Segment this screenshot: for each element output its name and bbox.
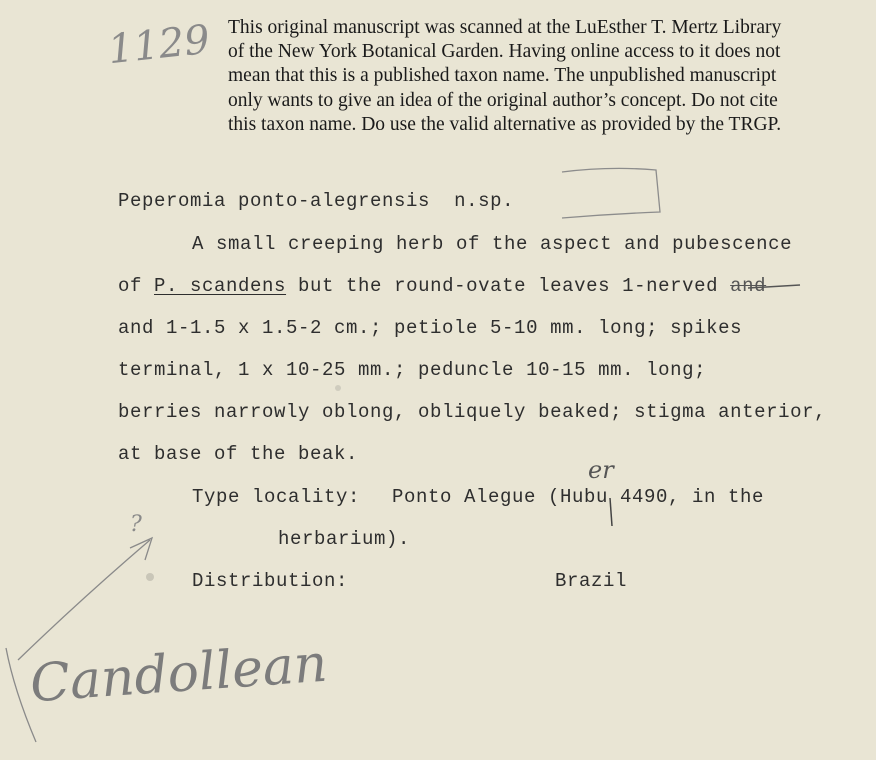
notice-line-3: mean that this is a published taxon name. The unpublished manuscript xyxy=(228,65,777,87)
handwritten-number: 1129 xyxy=(105,16,212,74)
type-locality-continued: herbarium). xyxy=(278,528,411,550)
description-line-6: at base of the beak. xyxy=(118,443,359,465)
species-heading xyxy=(118,190,514,212)
text-leaves: but the round-ovate leaves 1-nerved xyxy=(286,275,731,297)
notice-line-4: only wants to give an idea of the original author’s concept. Do not cite xyxy=(228,89,778,111)
handwritten-correction: er xyxy=(588,456,614,484)
margin-question-mark: ? xyxy=(130,512,142,537)
type-locality-value: Ponto Alegue (Hubu 4490, in the xyxy=(392,486,765,508)
type-locality-label: Type locality: xyxy=(192,486,361,508)
description-line-3: and 1-1.5 x 1.5-2 cm.; petiole 5-10 mm. long; spikes xyxy=(118,317,743,339)
description-line-4: terminal, 1 x 10-25 mm.; peduncle 10-15 mm. long; xyxy=(118,359,707,381)
notice-line-1: This original manuscript was scanned at the LuEsther T. Mertz Library xyxy=(228,17,782,38)
paper-spot xyxy=(146,573,154,581)
text-of: of xyxy=(118,275,155,297)
description-line-5: berries narrowly oblong, obliquely beaked; stigma anterior, xyxy=(118,401,827,423)
notice-line-2: of the New York Botanical Garden. Having online access to it does not xyxy=(228,41,781,63)
arrow-line xyxy=(18,540,150,660)
notice-line-5: this taxon name. Do use the valid alternative as provided by the TRGP. xyxy=(228,113,782,135)
new-species-mark: n.sp. xyxy=(454,190,515,212)
species-name: Peperomia ponto-alegrensis xyxy=(118,190,431,212)
description-line-2 xyxy=(118,275,766,297)
pencil-bracket xyxy=(562,168,660,218)
distribution-value: Brazil xyxy=(555,570,628,592)
description-line-1: A small creeping herb of the aspect and pubescence xyxy=(192,233,793,255)
handwritten-signature: Candollean xyxy=(28,633,330,715)
struck-word: and xyxy=(730,275,767,297)
species-reference: P. scandens xyxy=(154,275,287,297)
distribution-label: Distribution: xyxy=(192,570,349,592)
paper-spot xyxy=(335,385,341,391)
